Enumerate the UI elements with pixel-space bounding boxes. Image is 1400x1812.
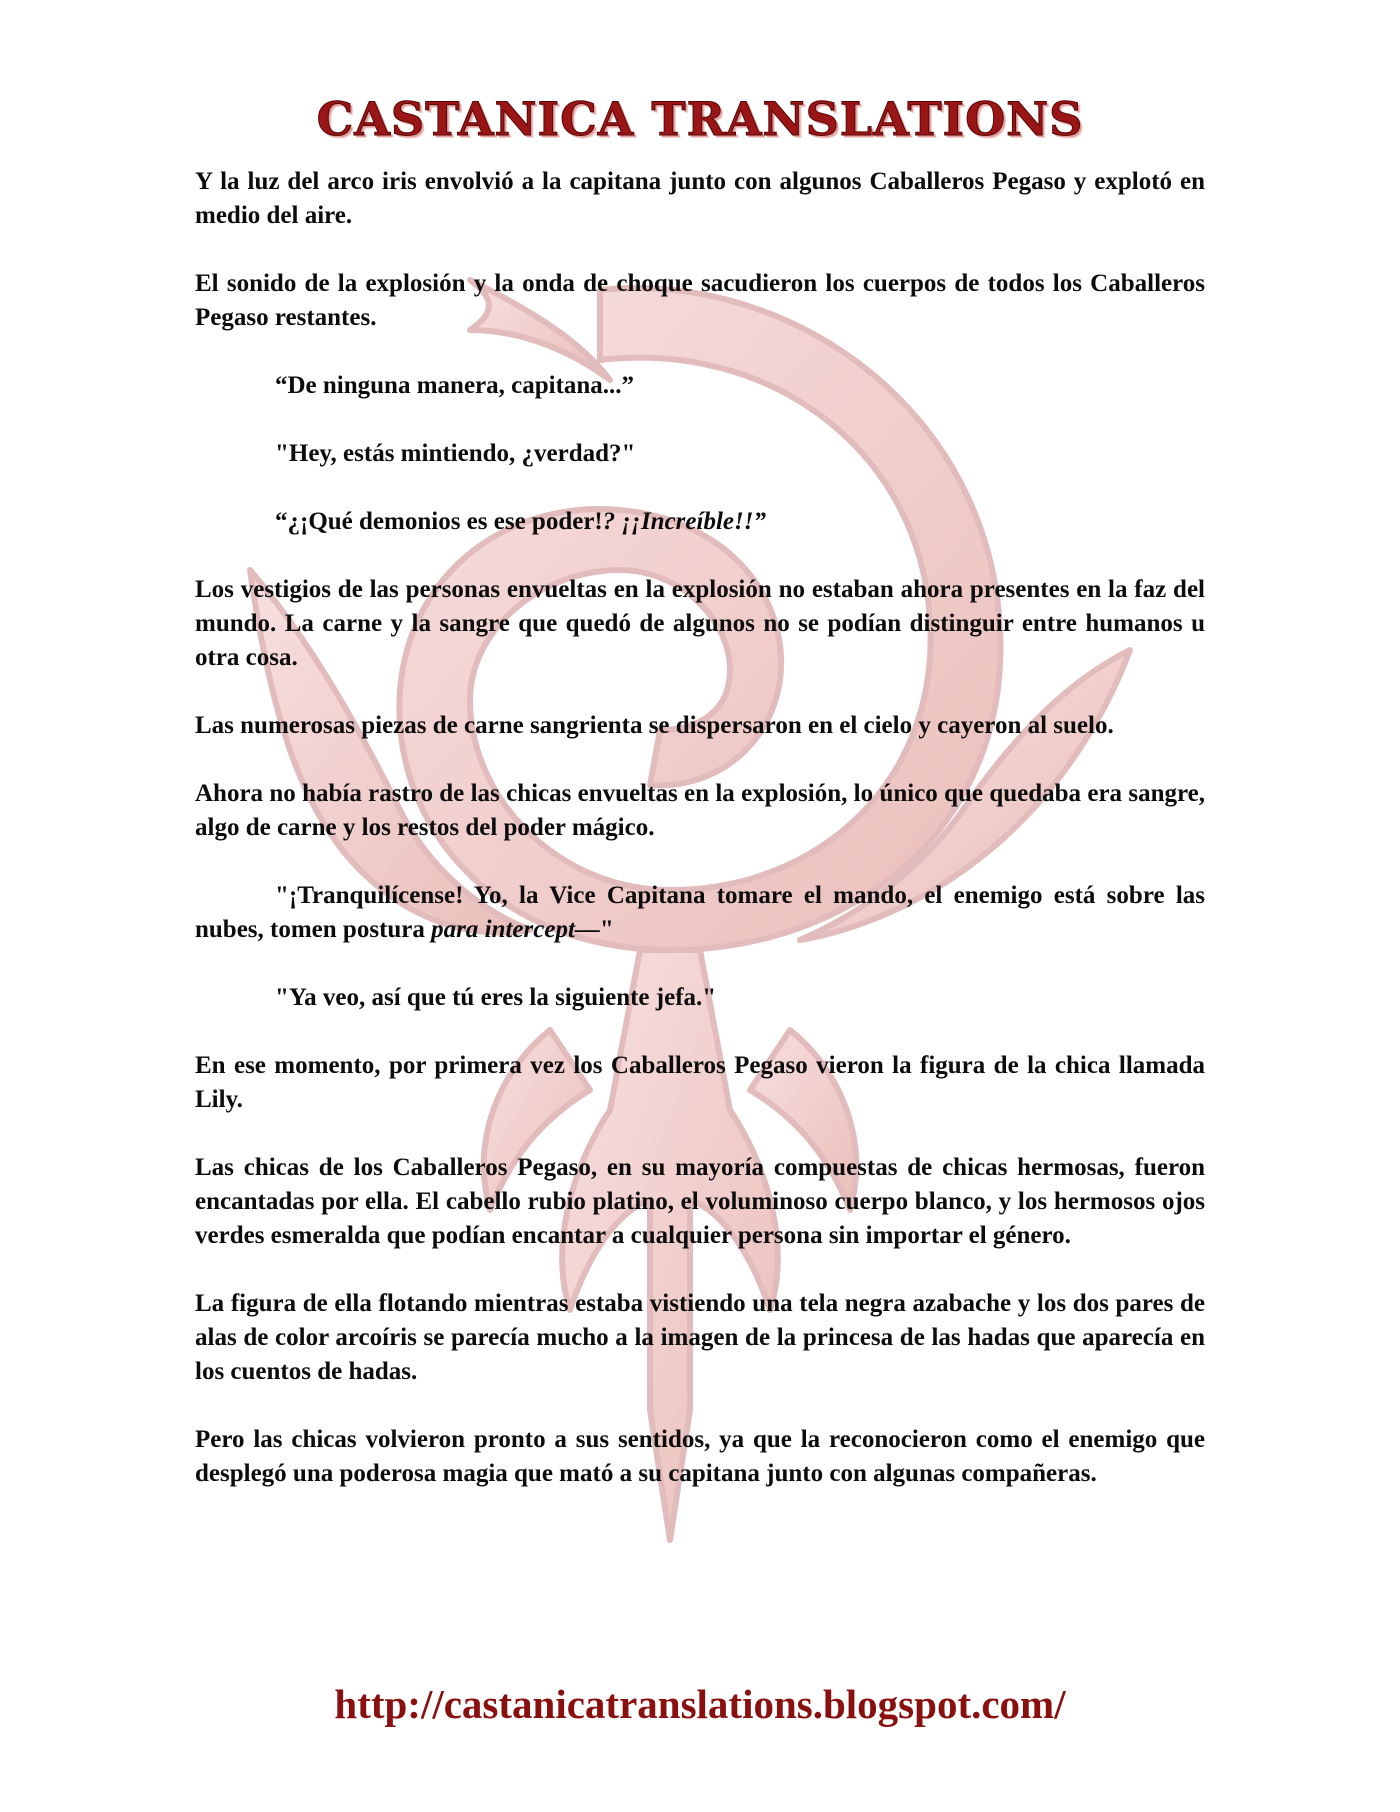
chapter-text xyxy=(195,165,1205,1525)
blog-url-link[interactable]: http://castanicatranslations.blogspot.com/ xyxy=(334,1681,1066,1727)
paragraph: Pero las chicas volvieron pronto a sus sentidos, ya que la reconocieron como el enemigo que desplegó una poderosa magia que mató a su capitana junto con algunas compañeras. xyxy=(195,1426,1205,1487)
dialogue-italic-text: ? ¡¡Increíble!!” xyxy=(602,508,766,535)
dialogue-line xyxy=(195,505,1205,539)
site-logo-title: CASTANICA TRANSLATIONS xyxy=(316,92,1084,146)
dialogue-line xyxy=(195,879,1205,947)
paragraph: La figura de ella flotando mientras estaba vistiendo una tela negra azabache y los dos pares de alas de color arcoíris se parecía mucho a la imagen de la princesa de las hadas que aparecía en los cuentos de hadas. xyxy=(195,1290,1205,1385)
paragraph: Las chicas de los Caballeros Pegaso, en su mayoría compuestas de chicas hermosas, fueron encantadas por ella. El cabello rubio platino, el voluminoso cuerpo blanco, y los hermosos ojos verdes esmeralda que podían encantar a cualquier persona sin importar el género. xyxy=(195,1154,1205,1249)
dialogue-line: "Hey, estás mintiendo, ¿verdad?" xyxy=(275,440,636,467)
dialogue-closing-quote: " xyxy=(599,916,614,943)
dialogue-line: "Ya veo, así que tú eres la siguiente jefa." xyxy=(275,984,717,1011)
dialogue-text: "¡Tranquilícense! Yo, la Vice Capitana tomare el mando, el enemigo está sobre las nubes, tomen postura xyxy=(195,882,1205,943)
paragraph: Los vestigios de las personas envueltas en la explosión no estaban ahora presentes en la faz del mundo. La carne y la sangre que quedó de algunos no se podían distinguir entre humanos u otra cosa. xyxy=(195,576,1205,671)
dialogue-italic-text: para intercept— xyxy=(431,916,600,943)
paragraph: El sonido de la explosión y la onda de choque sacudieron los cuerpos de todos los Caballeros Pegaso restantes. xyxy=(195,270,1205,331)
dialogue-line: “De ninguna manera, capitana...” xyxy=(275,372,635,399)
paragraph: Las numerosas piezas de carne sangrienta se dispersaron en el cielo y cayeron al suelo. xyxy=(195,712,1114,739)
dialogue-text: “¿¡Qué demonios es ese poder! xyxy=(275,508,603,535)
paragraph: En ese momento, por primera vez los Caballeros Pegaso vieron la figura de la chica llamada Lily. xyxy=(195,1052,1205,1113)
paragraph: Ahora no había rastro de las chicas envueltas en la explosión, lo único que quedaba era sangre, algo de carne y los restos del poder mágico. xyxy=(195,780,1205,841)
paragraph: Y la luz del arco iris envolvió a la capitana junto con algunos Caballeros Pegaso y explotó en medio del aire. xyxy=(195,168,1205,229)
